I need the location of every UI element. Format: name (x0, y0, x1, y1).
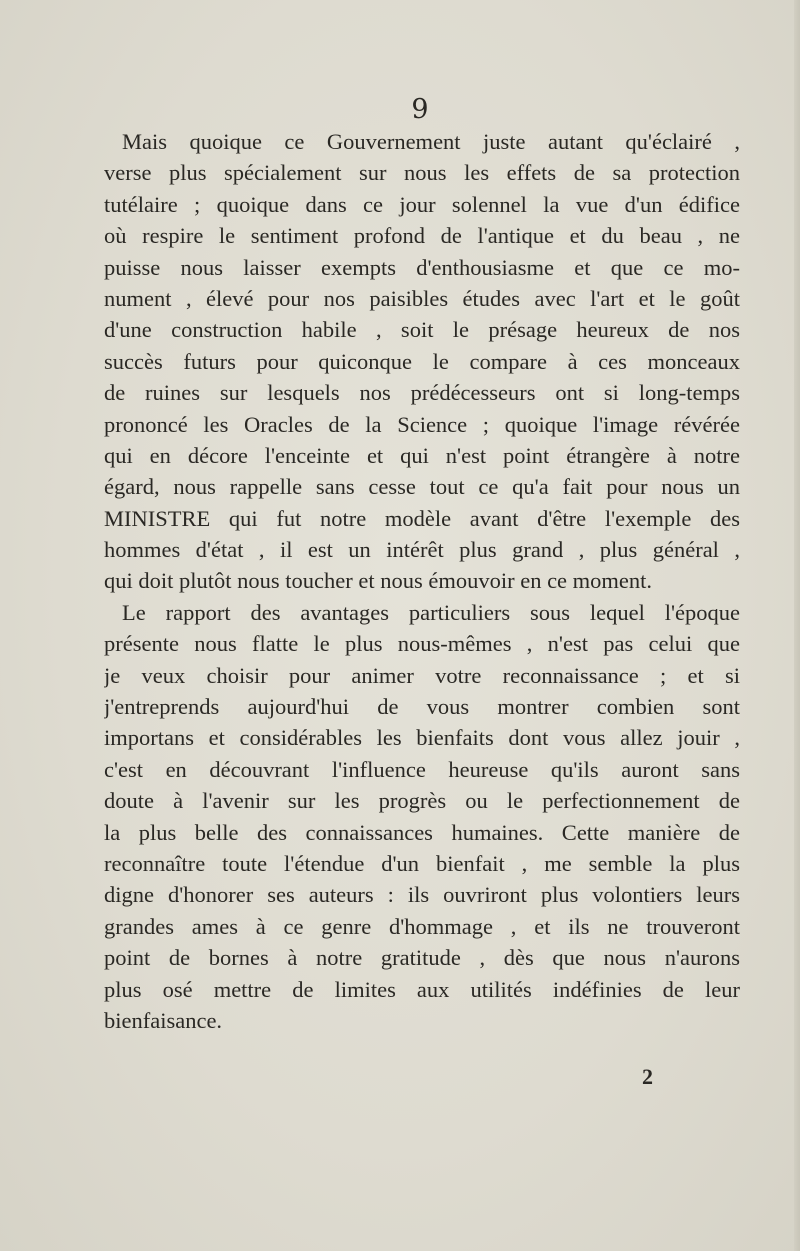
text-line: digne d'honorer ses auteurs : ils ouvriront plus volontiers leurs (104, 882, 740, 908)
text-line: la plus belle des connaissances humaines. Cette manière de (104, 819, 740, 845)
text-line: Le rapport des avantages particuliers sous lequel l'époque (122, 599, 740, 625)
page-number: 9 (411, 94, 429, 125)
text-line: hommes d'état , il est un intérêt plus grand , plus général , (104, 537, 740, 563)
text-line: grandes ames à ce genre d'hommage , et ils ne trouveront (104, 913, 740, 939)
body-text (104, 126, 740, 1036)
text-line: MINISTRE qui fut notre modèle avant d'être l'exemple des (104, 505, 740, 531)
text-line: puisse nous laisser exempts d'enthousiasme et que ce mo- (104, 254, 740, 280)
text-line: plus osé mettre de limites aux utilités indéfinies de leur (104, 976, 740, 1002)
text-line: nument , élevé pour nos paisibles études avec l'art et le goût (104, 285, 740, 311)
text-line: point de bornes à notre gratitude , dès que nous n'aurons (104, 945, 740, 971)
text-line: de ruines sur lesquels nos prédécesseurs ont si long-temps (104, 380, 740, 406)
text-line: je veux choisir pour animer votre reconnaissance ; et si (104, 662, 740, 688)
text-line: importans et considérables les bienfaits dont vous allez jouir , (104, 725, 740, 751)
text-line: qui en décore l'enceinte et qui n'est point étrangère à notre (104, 442, 740, 468)
text-line: bienfaisance. (104, 1007, 223, 1033)
text-line: Mais quoique ce Gouvernement juste autant qu'éclairé , (122, 129, 740, 154)
text-line: c'est en découvrant l'influence heureuse qu'ils auront sans (104, 756, 740, 782)
text-line: j'entreprends aujourd'hui de vous montrer combien sont (104, 694, 740, 720)
text-line: doute à l'avenir sur les progrès ou le perfectionnement de (104, 788, 740, 814)
text-line: succès futurs pour quiconque le compare à ces monceaux (104, 348, 740, 374)
text-line: d'une construction habile , soit le présage heureux de nos (104, 317, 740, 343)
text-line: prononcé les Oracles de la Science ; quoique l'image révérée (104, 411, 740, 437)
text-line: égard, nous rappelle sans cesse tout ce qu'a fait pour nous un (104, 474, 740, 500)
text-line: présente nous flatte le plus nous-mêmes , n'est pas celui que (104, 631, 740, 657)
page-edge (794, 0, 800, 1251)
text-line: reconnaître toute l'étendue d'un bienfait , me semble la plus (104, 850, 740, 876)
signature-mark: 2 (642, 1064, 653, 1089)
text-line: tutélaire ; quoique dans ce jour solennel la vue d'un édifice (104, 191, 740, 217)
text-line: où respire le sentiment profond de l'antique et du beau , ne (104, 223, 740, 249)
text-line: qui doit plutôt nous toucher et nous émouvoir en ce moment. (104, 568, 653, 594)
text-line: verse plus spécialement sur nous les effets de sa protection (104, 160, 740, 186)
